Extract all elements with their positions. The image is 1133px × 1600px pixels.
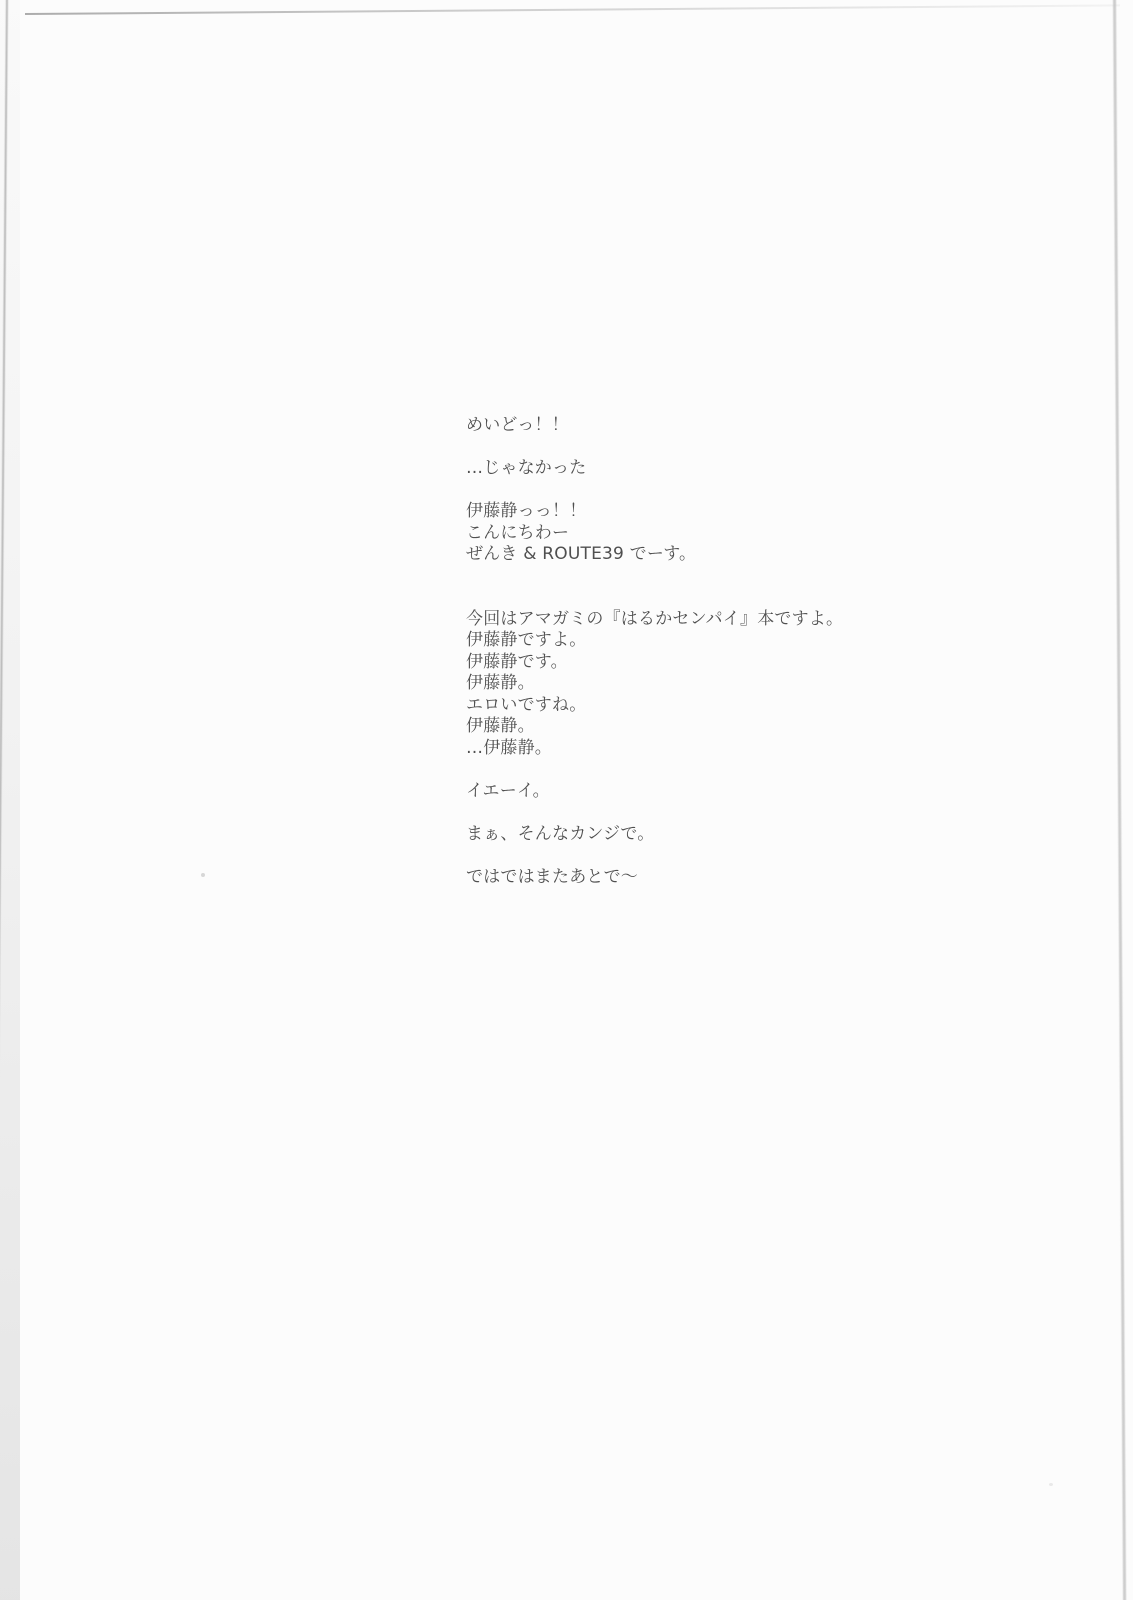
text-line (466, 566, 886, 588)
text-line: まぁ、そんなカンジで。 (466, 823, 655, 844)
text-line: 今回はアマガミの『はるかセンパイ』本ですよ。 (466, 608, 844, 629)
text-line: イエーイ。 (466, 780, 550, 801)
text-line: こんにちわー (466, 522, 570, 543)
text-line: エロいですね。 (466, 694, 587, 715)
text-line: 伊藤静です。 (466, 651, 568, 672)
text-line: …じゃなかった (466, 458, 587, 478)
scan-edge-top-line (25, 4, 1120, 14)
text-line (466, 587, 886, 609)
scan-edge-right-line (1113, 0, 1126, 1600)
text-line: 伊藤静。 (466, 673, 535, 693)
text-line: 伊藤静っっ！！ (466, 501, 587, 521)
scan-speck (1049, 1483, 1053, 1486)
text-line (466, 845, 886, 867)
text-line (466, 480, 886, 502)
text-line: …伊藤静。 (466, 737, 552, 758)
afterword-text (466, 415, 886, 888)
scan-speck (201, 873, 205, 877)
text-line: 伊藤静ですよ。 (466, 630, 587, 650)
text-line (466, 437, 886, 459)
text-line: ではではまたあとで～ (466, 866, 638, 887)
text-line (466, 759, 886, 781)
text-line (466, 802, 886, 824)
text-line: 伊藤静。 (466, 716, 535, 736)
text-line: めいどっ！！ (466, 415, 569, 435)
text-line: ぜんき & ROUTE39 でーす。 (466, 544, 697, 564)
